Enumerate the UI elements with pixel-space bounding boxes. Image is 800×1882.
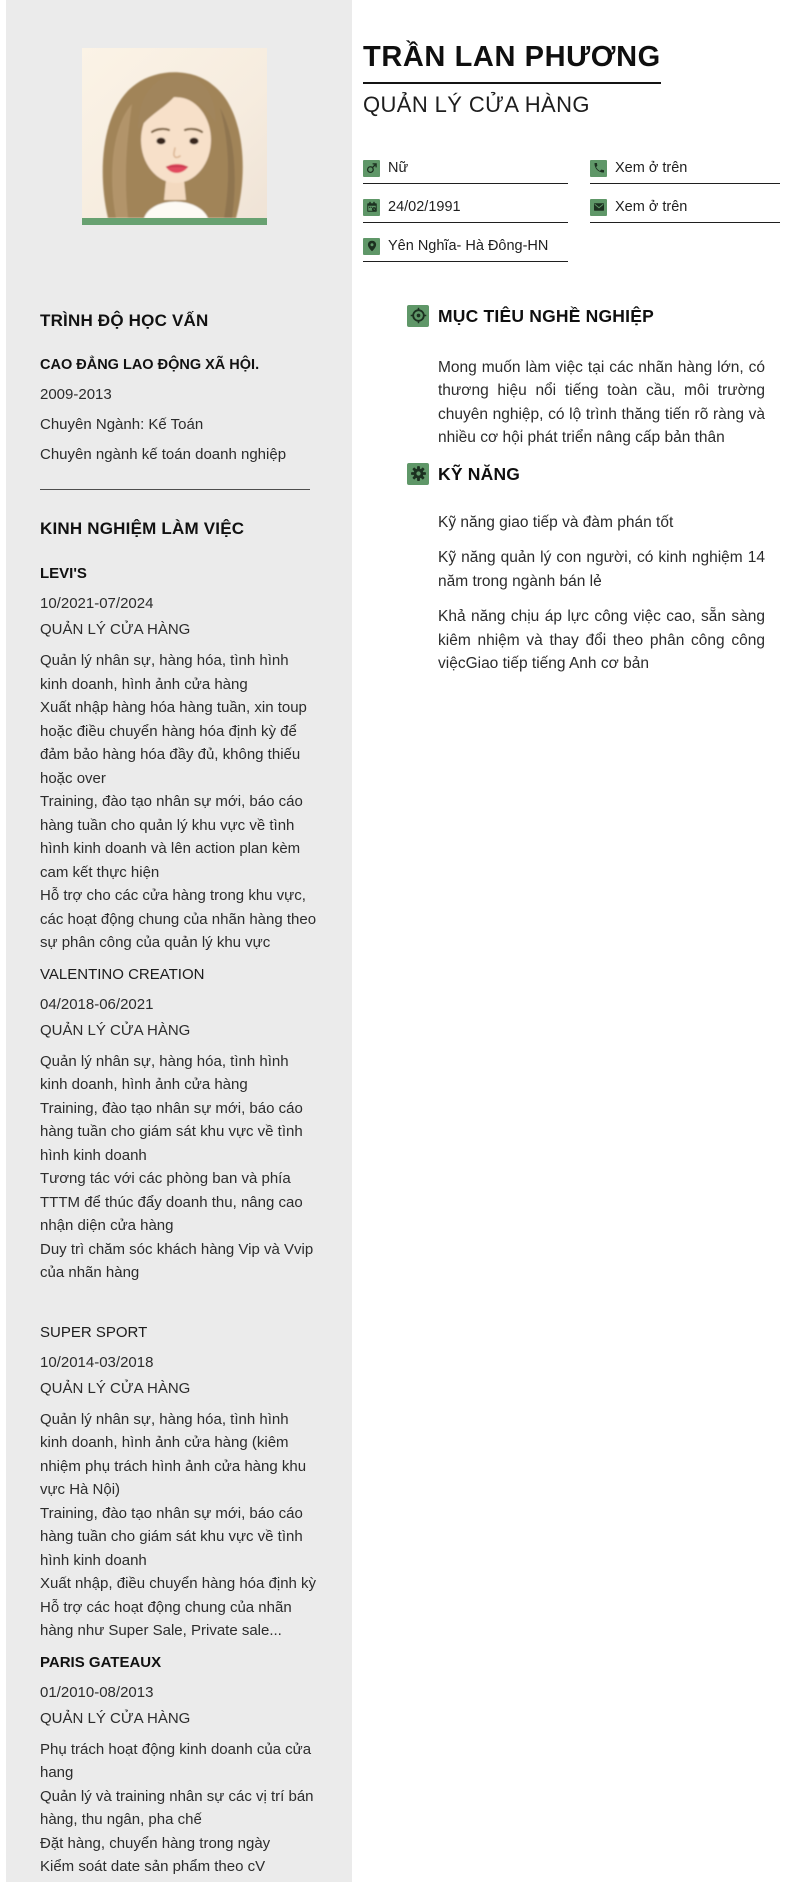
portrait-illustration	[82, 48, 267, 218]
main-column	[352, 0, 800, 676]
target-icon	[407, 305, 429, 327]
job-description-item: Đặt hàng, chuyển hàng trong ngày	[40, 1834, 271, 1852]
section-divider	[40, 489, 310, 490]
job-description-item: Quản lý nhân sự, hàng hóa, tình hình kinh doanh, hình ảnh cửa hàng	[40, 1052, 289, 1093]
candidate-title: QUẢN LÝ CỬA HÀNG	[363, 92, 590, 118]
job-description-item: Tương tác với các phòng ban và phía TTTM để thúc đẩy doanh thu, nâng cao nhận diện cửa hàng	[40, 1170, 303, 1234]
contact-gender	[363, 160, 568, 184]
contact-grid	[363, 160, 780, 262]
job-description-item: Training, đào tạo nhân sự mới, báo cáo hàng tuần cho giám sát khu vực về tình hình kinh doanh	[40, 1504, 303, 1569]
job-valentino-creation	[40, 965, 320, 1285]
contact-phone-value: Xem ở trên	[615, 160, 688, 177]
job-description-item: Hỗ trợ cho các cửa hàng trong khu vực, các hoạt động chung của nhãn hàng theo sự phân công của quản lý khu vực	[40, 887, 317, 951]
job-description-item: Training, đào tạo nhân sự mới, báo cáo hàng tuần cho quản lý khu vực về tình hình kinh doanh và lên action plan kèm cam kết thực hiện	[40, 793, 303, 881]
objective-text: Mong muốn làm việc tại các nhãn hàng lớn, có thương hiệu nổi tiếng toàn cầu, môi trường chuyên nghiệp, có lộ trình thăng tiến rõ ràng và nhiều cơ hội phát triển nâng cấp bản thân	[438, 358, 765, 447]
job-company: VALENTINO CREATION	[40, 965, 205, 983]
education-school: CAO ĐẲNG LAO ĐỘNG XÃ HỘI.	[40, 357, 260, 373]
job-description-item: Training, đào tạo nhân sự mới, báo cáo hàng tuần cho giám sát khu vực về tình hình kinh doanh	[40, 1099, 303, 1164]
contact-gender-value: Nữ	[388, 160, 409, 177]
location-icon	[363, 238, 380, 255]
skills-heading: KỸ NĂNG	[438, 463, 521, 484]
email-icon	[590, 199, 607, 216]
education-period: 2009-2013	[40, 386, 112, 403]
gender-icon	[363, 160, 380, 177]
job-description	[40, 649, 320, 955]
skill-item: Kỹ năng quản lý con người, có kinh nghiệm 14 năm trong ngành bán lẻ	[438, 549, 765, 590]
cv-header	[363, 40, 780, 119]
job-role: QUẢN LÝ CỬA HÀNG	[40, 621, 191, 638]
job-description	[40, 1738, 320, 1879]
candidate-name: TRẦN LAN PHƯƠNG	[363, 40, 661, 84]
skill-item: Kỹ năng giao tiếp và đàm phán tốt	[438, 513, 674, 531]
profile-photo	[82, 48, 267, 225]
objective-header	[407, 305, 780, 327]
contact-address-value: Yên Nghĩa- Hà Đông-HN	[388, 238, 549, 255]
job-super-sport	[40, 1323, 320, 1643]
skill-item: Khả năng chịu áp lực công việc cao, sẵn sàng kiêm nhiệm và thay đổi theo phân công công việcGiao tiếp tiếng Anh cơ bản	[438, 608, 765, 673]
job-description	[40, 1050, 320, 1285]
job-description-item: Quản lý và training nhân sự các vị trí bán hàng, thu ngân, pha chế	[40, 1787, 314, 1828]
skills-header	[407, 463, 780, 485]
education-detail: Chuyên ngành kế toán doanh nghiệp	[40, 446, 287, 463]
job-paris-gateaux	[40, 1653, 320, 1879]
job-role: QUẢN LÝ CỬA HÀNG	[40, 1379, 191, 1397]
contact-address	[363, 238, 568, 262]
left-panel	[6, 0, 352, 1882]
skills-body	[438, 511, 765, 676]
job-period: 01/2010-08/2013	[40, 1683, 154, 1701]
job-company: SUPER SPORT	[40, 1323, 148, 1341]
education-heading: TRÌNH ĐỘ HỌC VẤN	[40, 311, 209, 330]
phone-icon	[590, 160, 607, 177]
job-period: 10/2014-03/2018	[40, 1353, 154, 1371]
job-description-item: Quản lý nhân sự, hàng hóa, tình hình kinh doanh, hình ảnh cửa hàng (kiêm nhiệm phụ trách hình ảnh cửa hàng khu vực Hà Nội)	[40, 1410, 307, 1498]
contact-phone	[590, 160, 780, 184]
experience-heading: KINH NGHIỆM LÀM VIỆC	[40, 519, 245, 538]
job-description-item: Hỗ trợ các hoạt động chung của nhãn hàng như Super Sale, Private sale...	[40, 1598, 292, 1639]
objective-heading: MỤC TIÊU NGHỀ NGHIỆP	[438, 305, 654, 326]
contact-email	[590, 199, 780, 223]
photo-accent-bar	[82, 218, 267, 225]
education-major: Chuyên Ngành: Kế Toán	[40, 416, 204, 433]
job-description	[40, 1408, 320, 1643]
contact-email-value: Xem ở trên	[615, 199, 688, 216]
job-company: PARIS GATEAUX	[40, 1653, 162, 1671]
job-period: 04/2018-06/2021	[40, 995, 154, 1013]
contact-birthday-value: 24/02/1991	[388, 199, 461, 216]
education-section	[40, 310, 320, 465]
objective-body	[438, 356, 765, 450]
skills-section	[407, 463, 780, 676]
experience-section	[40, 518, 320, 1879]
calendar-icon	[363, 199, 380, 216]
job-description-item: Duy trì chăm sóc khách hàng Vip và Vvip của nhãn hàng	[40, 1240, 314, 1281]
job-description-item: Kiểm soát date sản phẩm theo cV	[40, 1858, 266, 1875]
job-levis	[40, 564, 320, 955]
job-description-item: Quản lý nhân sự, hàng hóa, tình hình kinh doanh, hình ảnh cửa hàng	[40, 652, 289, 693]
job-description-item: Phụ trách hoạt động kinh doanh của cửa hang	[40, 1740, 312, 1781]
job-description-item: Xuất nhập hàng hóa hàng tuần, xin toup hoặc điều chuyển hàng hóa định kỳ để đảm bảo hàng hóa đầy đủ, không thiếu hoặc over	[40, 699, 307, 787]
gear-icon	[407, 463, 429, 485]
job-company: LEVI'S	[40, 565, 87, 582]
job-role: QUẢN LÝ CỬA HÀNG	[40, 1021, 191, 1039]
job-role: QUẢN LÝ CỬA HÀNG	[40, 1709, 191, 1727]
job-period: 10/2021-07/2024	[40, 595, 154, 612]
objective-section	[407, 305, 780, 450]
contact-birthday	[363, 199, 568, 223]
job-description-item: Xuất nhập, điều chuyển hàng hóa định kỳ	[40, 1575, 317, 1592]
